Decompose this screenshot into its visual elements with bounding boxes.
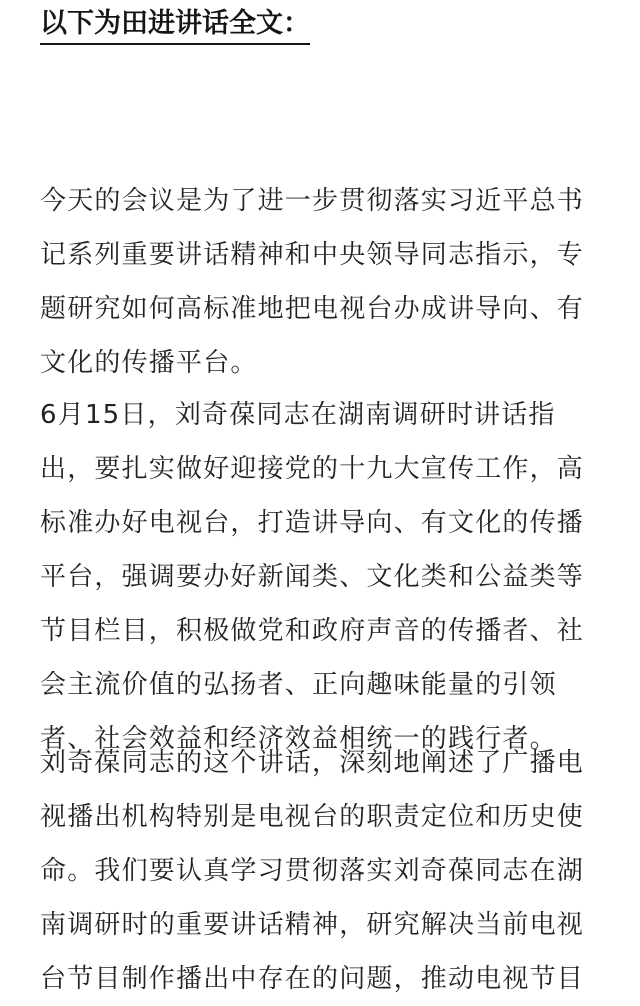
paragraph-2 bbox=[40, 388, 620, 766]
paragraph-line: 南调研时的重要讲话精神，研究解决当前电视 bbox=[40, 910, 585, 940]
paragraph-line: 台节目制作播出中存在的问题，推动电视节目 bbox=[40, 964, 585, 994]
paragraph-line: 命。我们要认真学习贯彻落实刘奇葆同志在湖 bbox=[40, 856, 585, 886]
paragraph-3 bbox=[40, 736, 620, 1006]
paragraph-line: 刘奇葆同志的这个讲话，深刻地阐述了广播电 bbox=[40, 748, 585, 778]
paragraph-line: 节目栏目，积极做党和政府声音的传播者、社 bbox=[40, 616, 585, 646]
paragraph-line: 今天的会议是为了进一步贯彻落实习近平总书 bbox=[40, 186, 585, 216]
speech-heading: 以下为田进讲话全文： bbox=[40, 6, 310, 45]
paragraph-line: 文化的传播平台。 bbox=[40, 348, 258, 378]
paragraph-line: 6月15日，刘奇葆同志在湖南调研时讲话指 bbox=[40, 400, 556, 430]
paragraph-1 bbox=[40, 174, 620, 390]
paragraph-line: 者、社会效益和经济效益相统一的践行者。 bbox=[40, 724, 557, 754]
paragraph-line: 题研究如何高标准地把电视台办成讲导向、有 bbox=[40, 294, 585, 324]
paragraph-line: 视播出机构特别是电视台的职责定位和历史使 bbox=[40, 802, 585, 832]
paragraph-line: 会主流价值的弘扬者、正向趣味能量的引领 bbox=[40, 670, 557, 700]
paragraph-line: 标准办好电视台，打造讲导向、有文化的传播 bbox=[40, 508, 585, 538]
paragraph-line: 平台，强调要办好新闻类、文化类和公益类等 bbox=[40, 562, 585, 592]
paragraph-line: 记系列重要讲话精神和中央领导同志指示，专 bbox=[40, 240, 585, 270]
paragraph-line: 出，要扎实做好迎接党的十九大宣传工作，高 bbox=[40, 454, 585, 484]
